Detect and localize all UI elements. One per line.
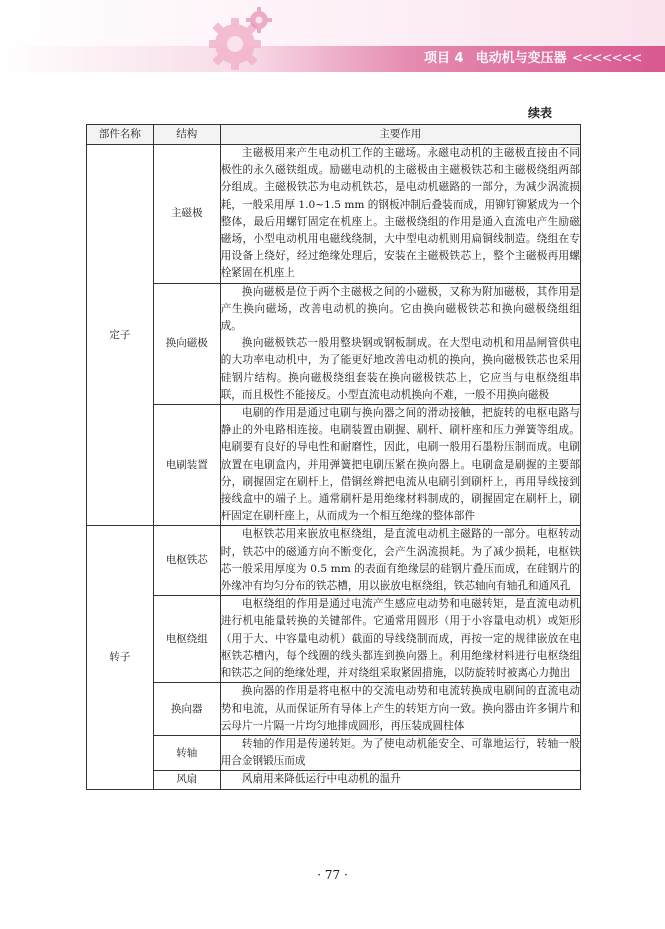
- column-header-structure: 结构: [153, 125, 220, 145]
- column-header-part-name: 部件名称: [87, 125, 154, 145]
- table-row: [87, 283, 581, 404]
- function-cell: [220, 683, 580, 736]
- function-paragraph: 电刷的作用是通过电刷与换向器之间的滑动接触，把旋转的电枢电路与静止的外电路相连接。电刷装置由刷握、刷杆、刷杆座和压力弹簧等组成。电刷要有良好的导电性和耐磨性，因此，电刷一般用石墨粉压制而成。电刷放置在电刷盒内，并用弹簧把电刷压紧在换向器上。电刷盒是刷握的主要部分，刷握固定在刷杆上，借铜丝辫把电流从电刷引到刷杆上，再用导线接到接线盒中的端子上。通常刷杆是用绝缘材料制成的，刷握固定在刷杆上，刷杆固定在刷杆座上，从而成为一个相互绝缘的整体部件: [220, 407, 580, 523]
- group-name-rotor: 转子: [87, 526, 154, 789]
- chapter-name: 电动机与变压器: [475, 51, 567, 66]
- function-paragraph: 主磁极用来产生电动机工作的主磁场。永磁电动机的主磁极直接由不同极性的永久磁铁组成。励磁电动机的主磁极由主磁极铁芯和主磁极绕组两部分组成。主磁极铁芯为电动机铁芯，是电动机磁路的一部分，为减少涡流损耗，一般采用厚 1.0~1.5 mm 的钢板冲制后叠装而成，用铆钉铆紧成为一个整体，最后用螺钉固定在机座上。主磁极绕组的作用是通入直流电产生励磁磁场，小型电动机用电磁线绕制，大中型电动机则用扁铜线制造。绕组在专用设备上绕好，经过绝缘处理后，安装在主磁极铁芯上，整个主磁极再用螺栓紧固在机座上: [220, 147, 580, 280]
- function-paragraph: 风扇用来降低运行中电动机的温升: [241, 773, 401, 786]
- header-top-band: [0, 0, 665, 46]
- function-cell: [220, 405, 580, 526]
- table-row: [87, 145, 581, 284]
- table-row: [87, 683, 581, 736]
- function-cell: [220, 526, 580, 596]
- function-cell: [220, 596, 580, 683]
- component-function-table: [86, 124, 581, 790]
- column-header-function: 主要作用: [220, 125, 580, 145]
- function-paragraph: 换向器的作用是将电枢中的交流电动势和电流转换成电刷间的直流电动势和电流，从而保证所有导体上产生的转矩方向一致。换向器由许多铜片和云母片一片隔一片均匀地排成圆形，再压装成圆柱体: [220, 685, 580, 732]
- table-row: [87, 405, 581, 526]
- table-continued-caption: 续表: [528, 106, 553, 120]
- function-paragraph: 换向磁极铁芯一般用整块钢或钢板制成。在大型电动机和用晶闸管供电的大功率电动机中，为了能更好地改善电动机的换向，换向磁极铁芯也采用硅钢片结构。换向磁极绕组套装在换向磁极铁芯上，它应当与电枢绕组串联，而且极性不能接反。小型直流电动机换向不难，一般不用换向磁极: [220, 337, 580, 401]
- function-cell: [220, 145, 580, 284]
- table-row: [87, 526, 581, 596]
- structure-cell: 换向磁极: [153, 283, 220, 404]
- project-label: 项目 4: [424, 51, 464, 66]
- gear-icon: [195, 6, 275, 78]
- structure-cell: 主磁极: [153, 145, 220, 284]
- function-cell: [220, 735, 580, 770]
- table-row: [87, 771, 581, 789]
- chevrons-left-icon: <<<<<<<: [572, 51, 642, 66]
- group-name-stator: 定子: [87, 145, 154, 526]
- structure-cell: 风扇: [153, 771, 220, 789]
- function-paragraph: 电枢铁芯用来嵌放电枢绕组，是直流电动机主磁路的一部分。电枢转动时，铁芯中的磁通方向不断变化，会产生涡流损耗。为了减少损耗，电枢铁芯一般采用厚度为 0.5 mm 的表面有绝缘层的硅钢片叠压而成，在硅钢片的外缘冲有均匀分布的铁芯槽，用以嵌放电枢绕组，铁芯轴向有轴孔和通风孔: [220, 528, 580, 593]
- structure-cell: 转轴: [153, 735, 220, 770]
- function-cell: [220, 771, 580, 789]
- structure-cell: 电刷装置: [153, 405, 220, 526]
- function-paragraph: 转轴的作用是传递转矩。为了使电动机能安全、可靠地运行，转轴一般用合金钢锻压而成: [220, 737, 580, 768]
- function-paragraph: 电枢绕组的作用是通过电流产生感应电动势和电磁转矩，是直流电动机进行机电能量转换的关键部件。它通常用圆形（用于小容量电动机）或矩形（用于大、中容量电动机）截面的导线绕制而成，再按一定的规律嵌放在电枢铁芯槽内，每个线圈的线头都连到换向器上。利用绝缘材料进行电枢绕组和铁芯之间的绝缘处理，并对绕组采取紧固措施，以防旋转时被离心力抛出: [220, 598, 580, 680]
- structure-cell: 电枢绕组: [153, 596, 220, 683]
- page-header: [0, 0, 665, 80]
- structure-cell: 换向器: [153, 683, 220, 736]
- table-row: [87, 735, 581, 770]
- function-paragraph: 换向磁极是位于两个主磁极之间的小磁极，又称为附加磁极，其作用是产生换向磁场，改善电动机的换向。它由换向磁极铁芯和换向磁极绕组组成。: [220, 285, 580, 333]
- page-number: · 77 ·: [317, 868, 348, 882]
- function-cell: [220, 283, 580, 404]
- table-header-row: [87, 125, 581, 145]
- table-row: [87, 596, 581, 683]
- chapter-title: [424, 48, 567, 70]
- structure-cell: 电枢铁芯: [153, 526, 220, 596]
